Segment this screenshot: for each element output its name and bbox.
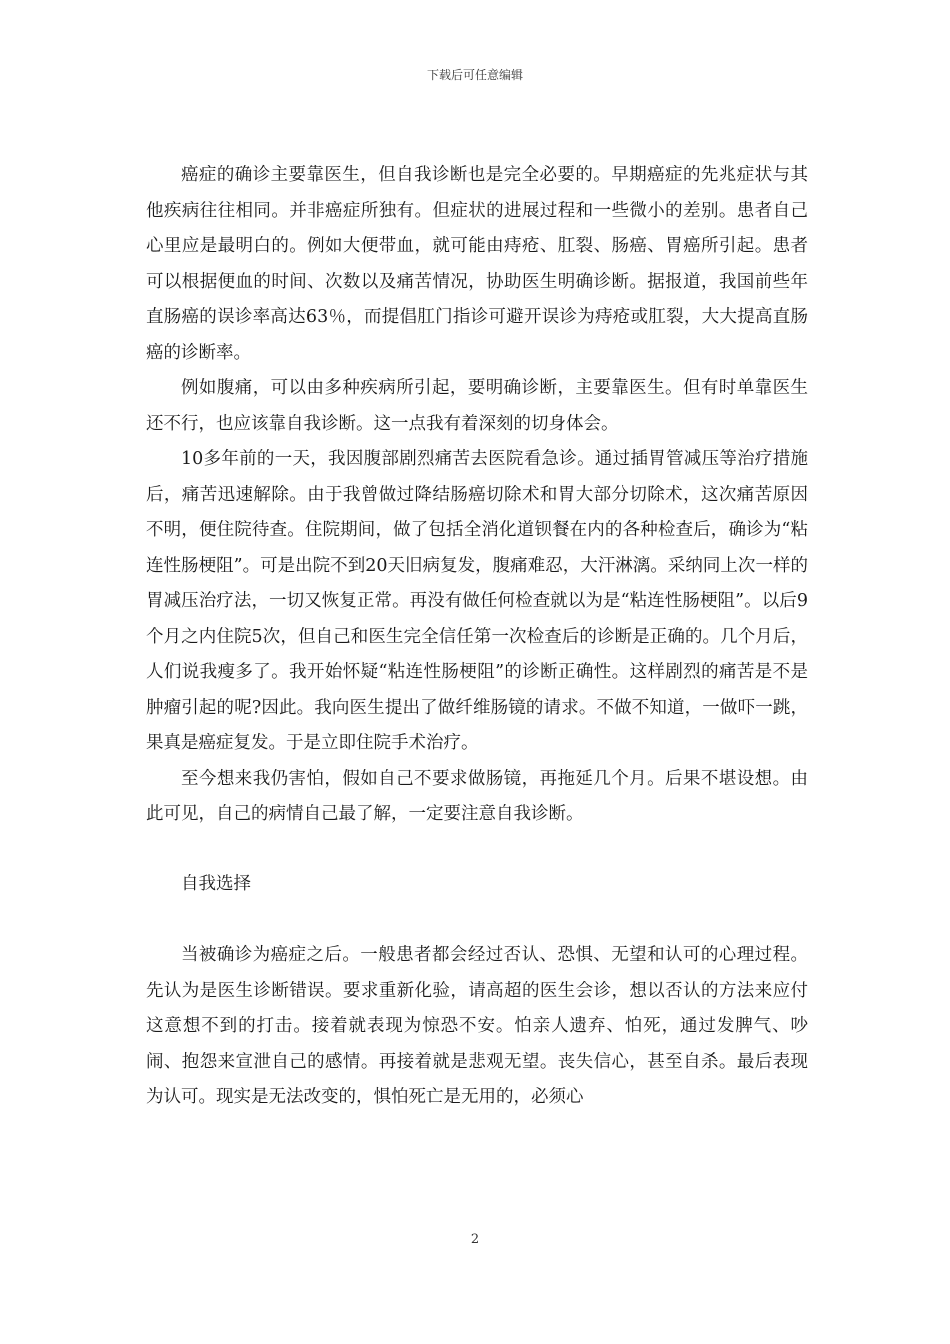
document-body: [146, 158, 808, 1116]
paragraph: 至今想来我仍害怕，假如自己不要求做肠镜，再拖延几个月。后果不堪设想。由此可见，自己的病情自己最了解，一定要注意自我诊断。: [146, 768, 808, 824]
paragraph: 10多年前的一天，我因腹部剧烈痛苦去医院看急诊。通过插胃管减压等治疗措施后，痛苦迅速解除。由于我曾做过降结肠癌切除术和胃大部分切除术，这次痛苦原因不明，便住院待查。住院期间，做了包括全消化道钡餐在内的各种检查后，确诊为“粘连性肠梗阻”。可是出院不到20天旧病复发，腹痛难忍，大汗淋漓。采纳同上次一样的胃减压治疗法，一切又恢复正常。再没有做任何检查就以为是“粘连性肠梗阻”。以后9个月之内住院5次，但自己和医生完全信任第一次检查后的诊断是正确的。几个月后，人们说我瘦多了。我开始怀疑“粘连性肠梗阻”的诊断正确性。这样剧烈的痛苦是不是肿瘤引起的呢?因此。我向医生提出了做纤维肠镜的请求。不做不知道，一做吓一跳，果真是癌症复发。于是立即住院手术治疗。: [146, 449, 808, 753]
page-header: 下载后可任意编辑: [426, 68, 523, 82]
paragraph: 例如腹痛，可以由多种疾病所引起，要明确诊断，主要靠医生。但有时单靠医生还不行，也应该靠自我诊断。这一点我有着深刻的切身体会。: [146, 378, 808, 434]
paragraph: 当被确诊为癌症之后。一般患者都会经过否认、恐惧、无望和认可的心理过程。先认为是医生诊断错误。要求重新化验，请高超的医生会诊，想以否认的方法来应付这意想不到的打击。接着就表现为惊恐不安。怕亲人遗弃、怕死，通过发脾气、吵闹、抱怨来宣泄自己的感情。再接着就是悲观无望。丧失信心，甚至自杀。最后表现为认可。现实是无法改变的，惧怕死亡是无用的，必须心: [146, 945, 808, 1107]
page-number: 2: [470, 1232, 480, 1247]
paragraph: 癌症的确诊主要靠医生，但自我诊断也是完全必要的。早期癌症的先兆症状与其他疾病往往相同。并非癌症所独有。但症状的进展过程和一些微小的差别。患者自己心里应是最明白的。例如大便带血，就可能由痔疮、肛裂、肠癌、胃癌所引起。患者可以根据便血的时间、次数以及痛苦情况，协助医生明确诊断。据报道，我国前些年直肠癌的误诊率高达63％，而提倡肛门指诊可避开误诊为痔疮或肛裂，大大提高直肠癌的诊断率。: [146, 165, 808, 363]
section-heading: 自我选择: [181, 873, 251, 894]
